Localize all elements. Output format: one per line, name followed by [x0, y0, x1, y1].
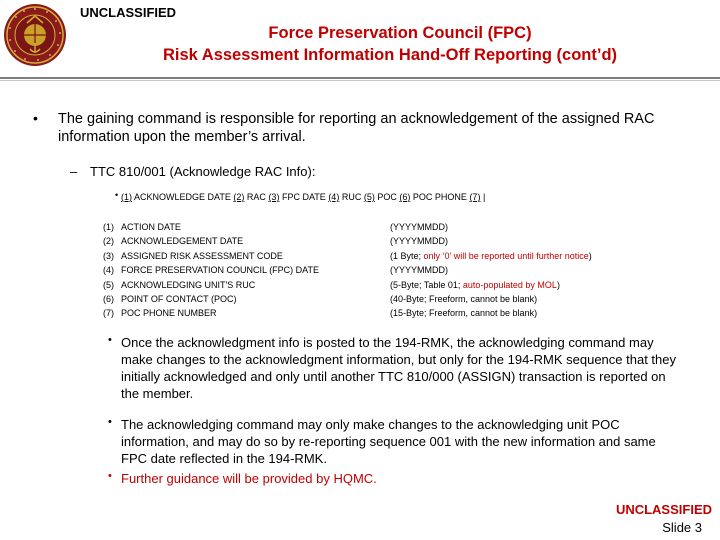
definition-num: (6): [103, 293, 114, 304]
title-line-1: Force Preservation Council (FPC): [268, 24, 532, 42]
definition-desc: (15-Byte; Freeform, cannot be blank): [390, 308, 538, 319]
definition-desc: (YYYYMMDD): [390, 265, 448, 276]
format-line: [121, 192, 485, 202]
note-3-marker: •: [108, 470, 112, 482]
format-num-1: (1): [121, 192, 132, 202]
definition-row: [103, 251, 703, 265]
definition-num: (7): [103, 308, 114, 319]
definition-row: [103, 265, 703, 279]
definition-label: ASSIGNED RISK ASSESSMENT CODE: [121, 250, 283, 261]
definition-desc: (YYYYMMDD): [390, 222, 448, 232]
format-num-6: (6): [399, 192, 411, 202]
definitions-list: [103, 222, 703, 323]
definition-desc-highlight: auto-populated by MOL: [462, 279, 557, 290]
definition-row: [103, 236, 703, 250]
definition-label: ACTION DATE: [121, 222, 181, 232]
format-label-2: RAC: [246, 192, 266, 202]
format-num-5: (5): [363, 192, 375, 202]
format-num-2: (2): [233, 192, 245, 202]
format-label-7: |: [482, 192, 486, 202]
definition-num: (1): [103, 222, 114, 232]
format-label-5: POC: [377, 192, 397, 202]
note-1-text: Once the acknowledgment info is posted to the 194-RMK, the acknowledging command may make changes to the acknowledgment information, but only for the 194-RMK sequence that they initially acknowledged and only until another TTC 810/000 (ASSIGN) transaction is reported on the member.: [121, 335, 676, 401]
sub-heading: TTC 810/001 (Acknowledge RAC Info):: [90, 164, 316, 179]
definition-desc: [390, 280, 560, 290]
definition-desc-pre: (5-Byte; Table 01;: [390, 279, 463, 290]
note-2-marker: •: [108, 416, 112, 428]
definition-desc-pre: (1 Byte;: [390, 250, 424, 261]
definition-row: [103, 280, 703, 294]
definition-desc: [390, 251, 592, 261]
definition-num: (3): [103, 250, 114, 261]
definition-desc-highlight: only ‘0’ will be reported until further notice: [423, 250, 589, 261]
format-num-3: (3): [268, 192, 280, 202]
definition-label: ACKNOWLEDGING UNIT'S RUC: [121, 279, 256, 290]
definition-row: [103, 294, 703, 308]
title-rule: [0, 77, 720, 79]
note-1-marker: •: [108, 334, 112, 346]
bullet-1-text: The gaining command is responsible for reporting an acknowledgement of the assigned RAC information upon the member’s arrival.: [58, 111, 655, 145]
format-label-6: POC PHONE: [412, 192, 467, 202]
sub-bullet-dash: –: [70, 164, 78, 179]
definition-num: (5): [103, 279, 114, 290]
usmc-seal-icon: [3, 3, 67, 67]
bullet-1-marker: •: [33, 110, 38, 126]
format-num-7: (7): [469, 192, 481, 202]
title-line-2: Risk Assessment Information Hand-Off Reporting (cont’d): [162, 46, 618, 64]
definition-row: [103, 222, 703, 236]
format-label-4: RUC: [341, 192, 362, 202]
definition-num: (2): [103, 236, 114, 247]
format-bullet-marker: •: [115, 190, 119, 200]
definition-desc-post: ): [556, 279, 560, 290]
definition-desc-post: ): [588, 250, 592, 261]
definition-num: (4): [103, 265, 114, 276]
definition-row: [103, 308, 703, 322]
note-2-text: The acknowledging command may only make changes to the acknowledging unit POC information, and may do so by re-reporting sequence 001 with the new information and same FPC date reflected in the 194-RMK.: [121, 417, 656, 466]
definition-label: FORCE PRESERVATION COUNCIL (FPC) DATE: [121, 265, 320, 276]
definition-desc: (YYYYMMDD): [390, 236, 448, 247]
format-label-1: ACKNOWLEDGE DATE: [134, 192, 231, 202]
definition-label: POC PHONE NUMBER: [121, 308, 217, 319]
title-rule-shadow: [0, 80, 720, 81]
definition-label: ACKNOWLEDGEMENT DATE: [121, 236, 244, 247]
format-label-3: FPC DATE: [281, 192, 326, 202]
note-3-text: Further guidance will be provided by HQMC.: [121, 471, 377, 486]
definition-label: POINT OF CONTACT (POC): [121, 293, 237, 304]
classification-top: UNCLASSIFIED: [80, 5, 177, 20]
format-num-4: (4): [328, 192, 340, 202]
definition-desc: (40-Byte; Freeform, cannot be blank): [390, 293, 538, 304]
classification-bottom: UNCLASSIFIED: [615, 502, 712, 517]
slide-number: Slide 3: [662, 520, 702, 535]
